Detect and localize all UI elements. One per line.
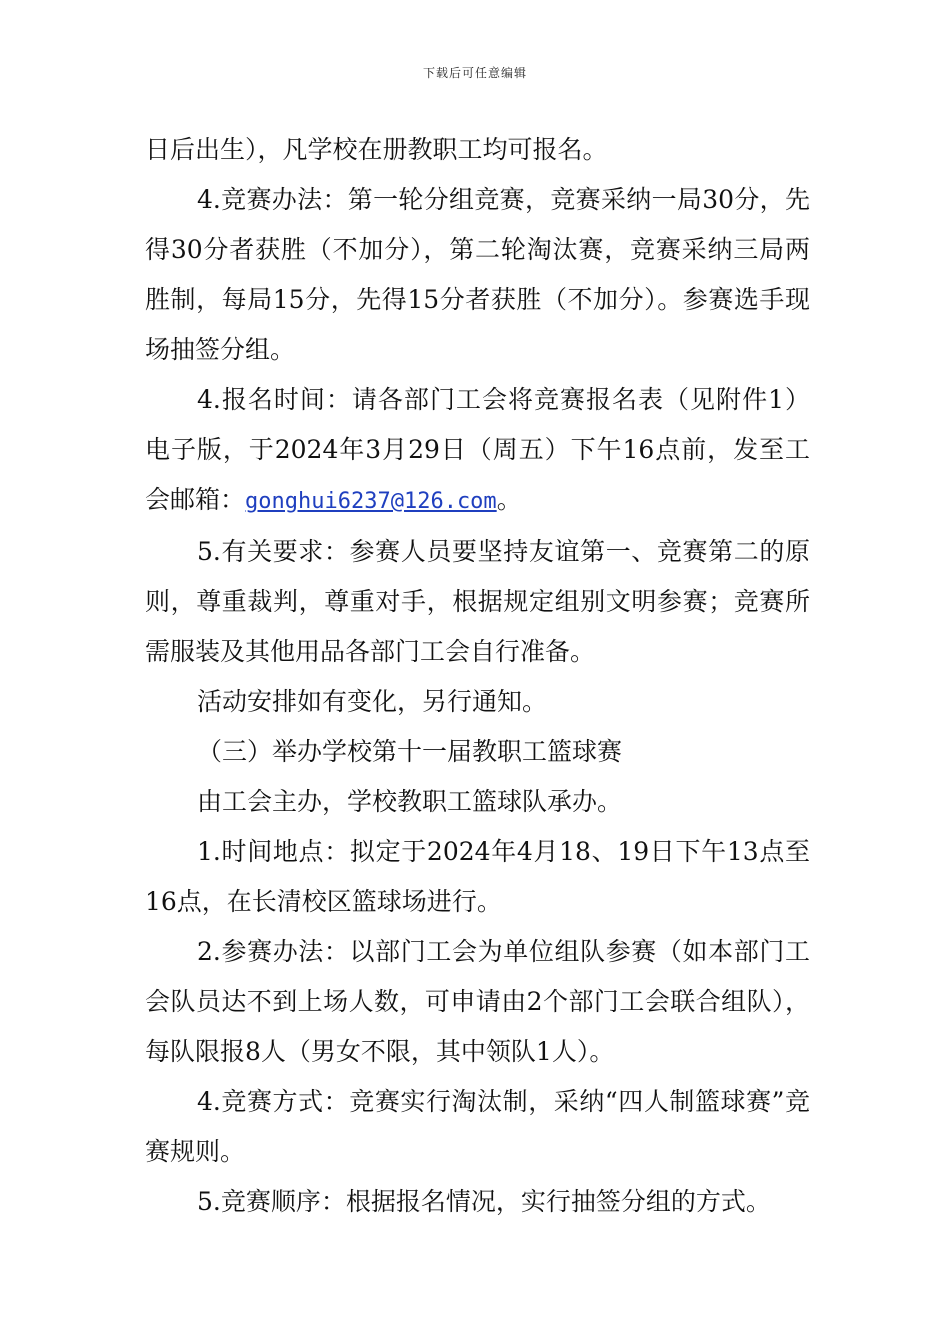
paragraph-requirements: 5.有关要求：参赛人员要坚持友谊第一、竞赛第二的原则，尊重裁判，尊重对手，根据规定组别文明参赛；竞赛所需服装及其他用品各部门工会自行准备。 — [145, 537, 810, 666]
registration-text: 4.报名时间：请各部门工会将竞赛报名表（见附件1）电子版，于2024年3月29日（周五）下午16点前，发至工会邮箱： — [145, 385, 810, 514]
paragraph-changes-notice: 活动安排如有变化，另行通知。 — [197, 687, 548, 716]
paragraph-competition-format: 4.竞赛方式：竞赛实行淘汰制，采纳“四人制篮球赛”竞赛规则。 — [145, 1087, 810, 1166]
paragraph-time-location: 1.时间地点：拟定于2024年4月18、19日下午13点至16点，在长清校区篮球场进行。 — [145, 837, 810, 916]
section-heading-basketball: （三）举办学校第十一届教职工篮球赛 — [197, 737, 623, 766]
paragraph-eligibility: 日后出生），凡学校在册教职工均可报名。 — [145, 135, 608, 164]
paragraph-organizer: 由工会主办，学校教职工篮球队承办。 — [197, 787, 623, 816]
document-body — [145, 125, 810, 1227]
paragraph-competition-order: 5.竞赛顺序：根据报名情况，实行抽签分组的方式。 — [197, 1187, 771, 1216]
registration-text-end: 。 — [496, 485, 522, 514]
email-link[interactable]: gonghui6237@126.com — [245, 489, 497, 514]
paragraph-competition-method: 4.竞赛办法：第一轮分组竞赛，竞赛采纳一局30分，先得30分者获胜（不加分），第二轮淘汰赛，竞赛采纳三局两胜制，每局15分，先得15分者获胜（不加分）。参赛选手现场抽签分组。 — [145, 185, 810, 364]
page-header-note: 下载后可任意编辑 — [422, 66, 527, 80]
paragraph-registration-time — [145, 375, 810, 527]
paragraph-participation: 2.参赛办法：以部门工会为单位组队参赛（如本部门工会队员达不到上场人数，可申请由2个部门工会联合组队），每队限报8人（男女不限，其中领队1人）。 — [145, 937, 810, 1066]
